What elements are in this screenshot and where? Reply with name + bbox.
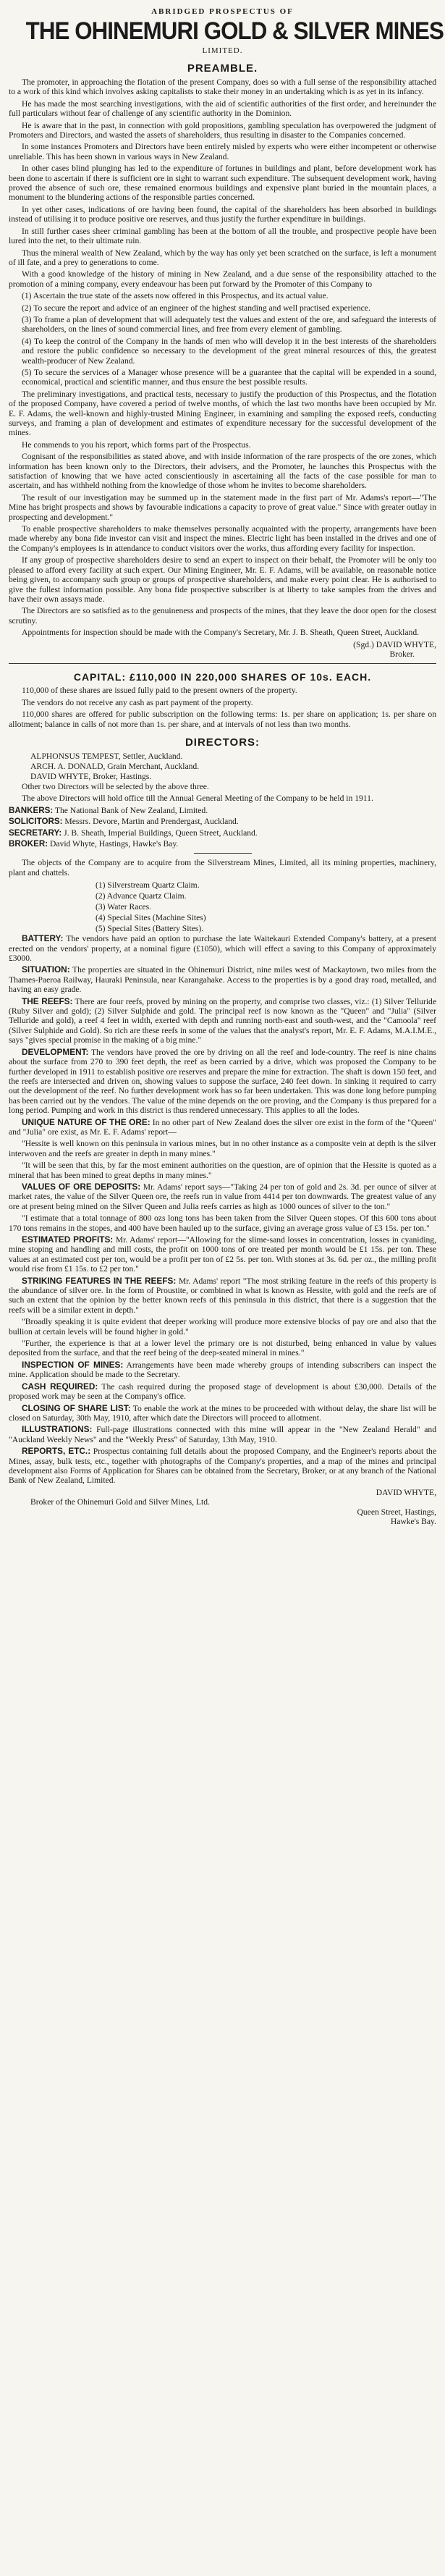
section-paragraph [9, 1161, 436, 1180]
director-entry: ALPHONSUS TEMPEST, Settler, Auckland. [30, 751, 183, 761]
section-paragraph [9, 1382, 436, 1402]
preamble-paragraph: If any group of prospective shareholders desire to send an expert to inspect on their behalf, the Promoter will be only too pleased to afford every facility at such expert. Our Mining Engineer, Mr. E. F. Adams, will be available, on reasonable notice being given, to accompany such group or groups of prospective shareholders, and make every point clear. He is authorised to give the fullest information possible. Any bona fide prospective subscriber is at liberty to take samples from the drives and have their own assays made. [9, 555, 436, 604]
page-title: THE OHINEMURI GOLD & SILVER MINES [25, 17, 444, 45]
section-paragraph [9, 1425, 436, 1444]
section-paragraph [9, 965, 436, 994]
section-text: "I estimate that a total tonnage of 800 ozs long tons has been taken from the Silver Queen stopes. Of this 600 tons about 170 tons remains in the stopes, and 400 have been hauled up to the surface, giving an average gross value of £3 15s. per ton." [9, 1213, 436, 1233]
section-label: THE REEFS: [22, 996, 73, 1006]
section-text: "Further, the experience is that at a lower level the primary ore is not disturbed, being enhanced in value by values deposited from the surface, and that the reef being of the deep-seated mineral in mines." [9, 1339, 436, 1358]
officer-entry [9, 839, 436, 849]
section-text: "Broadly speaking it is quite evident that deeper working will produce more extensive blocks of pay ore and also that the bullion at certain levels will be found higher in gold." [9, 1317, 436, 1337]
company-limited: LIMITED. [202, 46, 243, 55]
section-paragraph [9, 1447, 436, 1486]
preamble-paragraph: The preliminary investigations, and practical tests, necessary to justify the production of this Prospectus, and the flotation of the proposed Company, have covered a period of twelve months, of which the last two months have been occupied by Mr. E. F. Adams, the well-known and highly-trusted Mining Engineer, in examining and sampling the exposed reefs, conducting surveys, and framing a plan of development and estimates of expenditure necessary for the successful development of the mines. [9, 389, 436, 438]
section-label: CLOSING OF SHARE LIST: [22, 1402, 131, 1413]
officer-value: Messrs. Devore, Martin and Prendergast, Auckland. [64, 817, 239, 827]
section-text: To enable the work at the mines to be proceeded with without delay, the share list will be closed on Saturday, 30th May, 1910, after which date the Directors will proceed to allotment. [9, 1403, 436, 1423]
section-label: ILLUSTRATIONS: [22, 1424, 93, 1435]
divider [194, 853, 252, 854]
section-paragraph [9, 1235, 436, 1274]
officer-label: SECRETARY: [9, 828, 62, 838]
preamble-heading: PREAMBLE. [187, 62, 258, 75]
section-paragraph [9, 1182, 436, 1211]
section-text: Arrangements have been made whereby groups of intending subscribers can inspect the mine. Application should be made to the Secretary. [9, 1360, 436, 1380]
section-paragraph [9, 1118, 436, 1137]
section-paragraph [9, 1317, 436, 1337]
section-text: The properties are situated in the Ohinemuri District, nine miles west of Mackaytown, two miles from the Thames-Paeroa Railway, Hauraki Peninsula, near Karangahake. Access to the properties is by a good dray road, metalled, and having an easy grade. [9, 965, 436, 995]
object-item: (3) Water Races. [96, 902, 152, 912]
preamble-list-item: (4) To keep the control of the Company in the hands of men who will develop it in the best interests of the shareholders and restore the public confidence so necessary to the development of the great mineral resources of this, the greatest wealth-producer of New Zealand. [22, 336, 436, 366]
divider [9, 663, 436, 664]
preamble-list-item: (1) Ascertain the true state of the assets now offered in this Prospectus, and its actual value. [22, 291, 329, 301]
section-paragraph [9, 1048, 436, 1116]
preamble-paragraph: In yet other cases, indications of ore having been found, the capital of the shareholders has been absorbed in buildings instead of utilising it to produce positive ore reserves, and thus justify the further expenditure in buildings. [9, 204, 436, 224]
officer-value: J. B. Sheath, Imperial Buildings, Queen Street, Auckland. [64, 828, 258, 838]
closing-name: DAVID WHYTE, [376, 1487, 436, 1497]
prospectus-sections [9, 934, 436, 1486]
section-text: Full-page illustrations connected with this mine will appear in the "New Zealand Herald" and "Auckland Weekly News" and the "Weekly Press" of Saturday, 13th May, 1910. [9, 1425, 436, 1444]
preamble-paragraph: He commends to you his report, which forms part of the Prospectus. [22, 439, 251, 450]
directors-paragraph: Other two Directors will be selected by the above three. [22, 781, 209, 791]
section-paragraph [9, 1276, 436, 1316]
directors-list [9, 752, 436, 782]
object-item: (1) Silverstream Quartz Claim. [96, 880, 200, 891]
objects-list [9, 880, 436, 934]
officers-list [9, 806, 436, 849]
capital-paragraph: The vendors do not receive any cash as part payment of the property. [22, 697, 253, 707]
officer-value: The National Bank of New Zealand, Limited. [54, 805, 208, 815]
section-label: BATTERY: [22, 933, 64, 944]
signature [9, 640, 436, 660]
section-paragraph [9, 1339, 436, 1358]
preamble-paragraph: He has made the most searching investigations, with the aid of scientific authorities of the first order, and hereinunder the full particulars without fear of challenge of any scientific authority in the Dominion. [9, 98, 436, 119]
preamble-paragraph: To enable prospective shareholders to make themselves personally acquainted with the property, arrangements have been made whereby any bona fide investor can visit and inspect the mines. Electric light has been installed in the drives and one of the Company's employees is in attendance to conduct visitors over the works, thus affording every facility for inspection. [9, 524, 436, 553]
section-label: REPORTS, ETC.: [22, 1446, 91, 1457]
section-paragraph [9, 934, 436, 963]
preamble-paragraph: In some instances Promoters and Directors have been entirely misled by experts who were either incompetent or otherwise unreliable. This has been shown in various ways in New Zealand. [9, 142, 436, 161]
preamble-paragraph: Cognisant of the responsibilities as stated above, and with inside information of the rare prospects of the ore zones, which information has been known only to the Directors, their advisers, and the Promoter, he launches this Prospectus with the satisfaction of knowing that we have acted conscientiously in ascertaining all the facts of the case possible for man to ascertain, and has withheld nothing from the knowledge of those whom he invites to become shareholders. [9, 452, 436, 491]
directors-body [9, 782, 436, 804]
preamble-paragraph: Thus the mineral wealth of New Zealand, which by the way has only yet been scratched on the surface, is left a monument of ill fate, and a prey to generations to come. [9, 248, 436, 267]
section-text: In no other part of New Zealand does the silver ore exist in the form of the "Queen" and "Julia" ore exist, as Mr. E. F. Adams' report— [9, 1117, 436, 1137]
officer-label: SOLICITORS: [9, 817, 63, 827]
capital-paragraph: 110,000 shares are offered for public subscription on the following terms: 1s. per share on application; 1s. per share on allotment; balance in calls of not more than 1s. per share, and at intervals of not less than two months. [9, 710, 436, 729]
preamble-list-item: (5) To secure the services of a Manager whose presence will be a guarantee that the capital will be expended in a sound, economical, practical and scientific manner, and thus ensure the best possible results. [22, 367, 436, 387]
section-label: VALUES OF ORE DEPOSITS: [22, 1181, 141, 1192]
section-text: Mr. Adams' report—"Allowing for the slime-sand losses in concentration, losses in cyaniding, mine stoping and handling and mill costs, the profit on 1000 tons of ore treated per month would be £1 15s. per ton. These values at an estimated cost per ton, would be a profit per ton of £2 5s. per ton. With stones at 3s. 6d. per oz., the milling profit would rise from £1 15s. to £2 per ton." [9, 1235, 436, 1274]
section-text: "Hessite is well known on this peninsula in various mines, but in no other instance as a composite vein at depth is the silver interwoven and the reefs are greater in depth in many mines." [9, 1139, 436, 1158]
capital-heading: CAPITAL: £110,000 IN 220,000 SHARES OF 10s. EACH. [73, 671, 372, 683]
preamble-paragraph: In still further cases sheer criminal gambling has been at the bottom of all the trouble, and prospective people have been lured into the net, to their ultimate ruin. [9, 226, 436, 246]
section-paragraph [9, 1139, 436, 1158]
section-text: The vendors have proved the ore by driving on all the reef and lode-country. The reef is nine chains about the surface from 270 to 390 feet depth, the reef as been carried by a drive, which was proposed the Company to be further developed in 1911 to establish positive ore reserves and prepare the mine for extraction. The shaft is down 150 feet, and the reefs are intersected and driven on, showing values to suppose the surface, 240 feet down. In sinking it required to carry out the development of the reef. No further development work has so far been undertaken. This was done long before pumping has been carried out by the vendors. The value of the mine depends on the ore proving, and the Company is thus prepared for a long period. Pumping and work in this district is thus rendered unnecessary. This applies to all the lodes. [9, 1047, 436, 1116]
section-label: SITUATION: [22, 964, 70, 975]
preamble-paragraph: With a good knowledge of the history of mining in New Zealand, and a due sense of the responsibility attached to the promotion of a mining company, every endeavour has been put forward by the Promoter of this Company to [9, 269, 436, 289]
signature-role: Broker. [389, 649, 415, 659]
section-label: UNIQUE NATURE OF THE ORE: [22, 1116, 151, 1127]
preamble-list [9, 291, 436, 387]
preamble-list-item: (3) To frame a plan of development that will adequately test the values and extent of the ore, and safeguard the interests of shareholders, on the lines of sound commercial lines, and free from every element of gambling. [22, 314, 436, 334]
section-text: Mr. Adams' report says—"Taking 24 per ton of gold and 2s. 3d. per ounce of silver at market rates, the value of the Silver Queen ore, the reefs run in value from 4414 per ton downwards. The greatest value of any ore at present being mined on the Silver Queen and Julia reefs carries as high as 1000 ounces of silver to the ton." [9, 1182, 436, 1211]
section-text: The vendors have paid an option to purchase the late Waitekauri Extended Company's battery, at a present erected on the vendors' property, at a nominal figure (£1050), which will effect a saving to this Company of approximately £3000. [9, 934, 436, 964]
directors-heading: DIRECTORS: [185, 736, 260, 749]
object-item: (4) Special Sites (Machine Sites) [96, 913, 206, 923]
signature-name: (Sgd.) DAVID WHYTE, [353, 639, 436, 649]
preamble-paragraph: The promoter, in approaching the flotation of the present Company, does so with a full sense of the responsibility attached to a work of this kind which involves asking capitalists to stake their money in an undertaking which is as yet in its infancy. [9, 77, 436, 97]
section-text: Mr. Adams' report "The most striking feature in the reefs of this property is the abundance of silver ore. In the form of Proustite, or combined in what is known as Hessite, with gold and the reefs are of such an extent that the opinion by the better known reefs of this peninsula in this district, that there is a suggestion that the reefs will be a similar extent in depth." [9, 1276, 437, 1315]
officer-entry [9, 806, 436, 815]
section-paragraph [9, 1360, 436, 1380]
section-text: The cash required during the proposed stage of development is about £30,000. Details of the proposed work may be seen at the Company's office. [9, 1381, 436, 1402]
header-label: ABRIDGED PROSPECTUS OF [151, 7, 294, 16]
officer-label: BROKER: [9, 839, 48, 849]
officer-entry [9, 828, 436, 838]
preamble-body-2 [9, 390, 436, 638]
director-entry: ARCH. A. DONALD, Grain Merchant, Auckland. [30, 761, 200, 771]
preamble-paragraph: The Directors are so satisfied as to the genuineness and prospects of the mines, that they leave the door open for the closest scrutiny. [9, 606, 436, 626]
directors-paragraph: The above Directors will hold office till the Annual General Meeting of the Company to be held in 1911. [22, 794, 373, 804]
closing-line-3: Hawke's Bay. [390, 1516, 436, 1526]
preamble-list-item: (2) To secure the report and advice of an engineer of the highest standing and well practised experience. [22, 303, 370, 313]
section-label: ESTIMATED PROFITS: [22, 1234, 114, 1245]
section-text: There are four reefs, proved by mining on the property, and comprise two classes, viz.: (1) Silver Telluride (Ruby Silver and gold); (2) Silver Sulphide and gold. The principal reef is now known as the "Queen" and "Julia" (Silver Telluride and gold), a reef 4 feet in width, exerted with depth and running north-east and south-west, and the "Camoola" reef (Silver Sulphide and Gold). So rich are these reefs in some of the values that the analyst's report, Mr. E. F. Adams, M.A.I.M.E., says "gives special promise in the making of a big mine." [9, 996, 436, 1045]
preamble-paragraph: The result of our investigation may be summed up in the statement made in the first part of Mr. Adams's report—"The Mine has bright prospects and shows by favourable indications a capacity to prove of great value." Since with greater outlay in prospecting and development." [9, 492, 436, 522]
capital-body [9, 686, 436, 729]
section-label: CASH REQUIRED: [22, 1381, 98, 1392]
section-paragraph [9, 1404, 436, 1423]
preamble-paragraph: Appointments for inspection should be made with the Company's Secretary, Mr. J. B. Sheath, Queen Street, Auckland. [22, 628, 420, 638]
closing-line-1: Broker of the Ohinemuri Gold and Silver Mines, Ltd. [30, 1497, 210, 1507]
section-text: "It will be seen that this, by far the most eminent authorities on the question, are of opinion that the Hessite is quoted as a mineral that has been mined to great depths in many mines." [9, 1161, 436, 1180]
object-item: (5) Special Sites (Battery Sites). [96, 924, 204, 934]
section-label: DEVELOPMENT: [22, 1046, 89, 1057]
preamble-paragraph: He is aware that in the past, in connection with gold propositions, gambling speculation has overpowered the judgment of Promoters and Directors, and wasted the assets of shareholders, thus resulting in disaster to the Companies concerned. [9, 120, 436, 140]
section-label: INSPECTION OF MINES: [22, 1359, 124, 1370]
closing-line-2: Queen Street, Hastings, [357, 1507, 436, 1517]
director-entry: DAVID WHYTE, Broker, Hastings. [30, 771, 152, 781]
officer-label: BANKERS: [9, 805, 54, 815]
preamble-paragraph: In other cases blind plunging has led to the expenditure of fortunes in buildings and plant, before development work has been done to ascertain if there is sufficient ore in sight to warrant such expenditure. The subsequent development work, having proved the absence of such ore, these remained enormous buildings and expensive plant buried in the mountain places, a monument to the blundering actions of the responsible parties concerned. [9, 164, 436, 203]
preamble-body [9, 77, 436, 289]
section-paragraph [9, 1213, 436, 1233]
capital-paragraph: 110,000 of these shares are issued fully paid to the present owners of the property. [22, 686, 297, 696]
officer-value: David Whyte, Hastings, Hawke's Bay. [50, 839, 179, 849]
object-item: (2) Advance Quartz Claim. [96, 891, 187, 901]
section-text: Prospectus containing full details about the proposed Company, and the Engineer's reports about the Mines, assay, bulk tests, etc., together with photographs of the Company's properties, and a map of the mines and principal development also Forms of Application for Shares can be obtained from the Secretary, Broker, or at any branch of the National Bank of New Zealand, Limited. [9, 1447, 436, 1486]
section-label: STRIKING FEATURES IN THE REEFS: [22, 1275, 177, 1286]
objects-paragraph: The objects of the Company are to acquire from the Silverstream Mines, Limited, all its mining properties, machinery, plant and chattels. [9, 858, 436, 877]
officer-entry [9, 817, 436, 826]
section-paragraph [9, 997, 436, 1045]
